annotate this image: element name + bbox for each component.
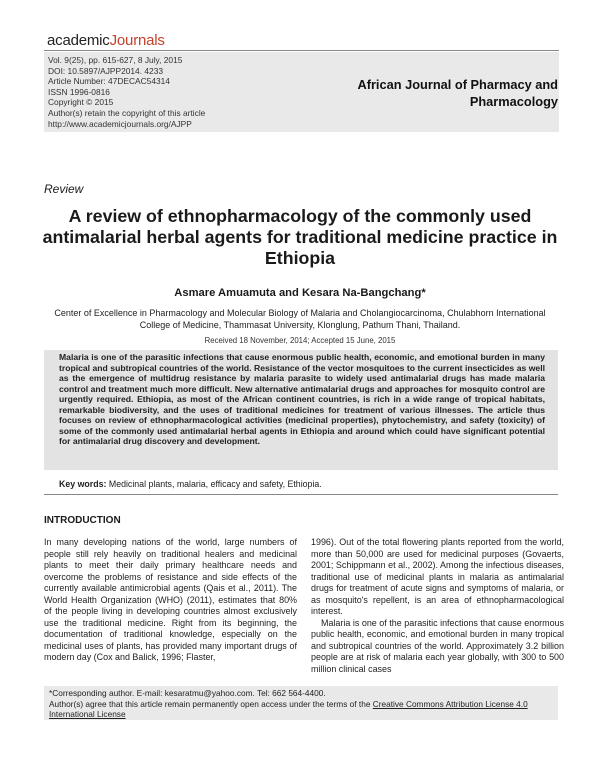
journal-name [330, 76, 558, 110]
license-link[interactable]: Creative Commons Attribution License 4.0 International License [49, 698, 528, 720]
logo-text-academic: academic [47, 32, 110, 49]
journal-name-line2: Pharmacology [469, 94, 558, 109]
intro-paragraph-1-continued: 1996). Out of the total flowering plants reported from the world, more than 50,000 are used for medicinal purposes (Govaerts, 2001; Schippmann et al., 2002). Among the infectious diseases, traditional use of medicinal plants in malaria as antimalarial drugs for treatment of acute signs and symptoms of malaria, or as mosquito's repellent, is an area of ethnopharmacological interest. [311, 537, 564, 616]
intro-paragraph-1: In many developing nations of the world, large numbers of people still rely heavily on traditional healers and medicinal plants to meet their daily primary healthcare needs and overcome the problems of resistance and side effects of the currently available antimicrobial agents (Qais et al., 2011). The World Health Organization (WHO) (2011), estimates that 80% of the people living in developing countries almost exclusively use the traditional medicine. Right from its beginning, the documentation of traditional knowledge, especially on the medicinal uses of plants, has provided many important drugs of modern day (Cox and Balick, 1996; Flaster, [44, 537, 297, 662]
meta-article-number: Article Number: 47DECAC54314 [48, 76, 170, 87]
abstract-text: Malaria is one of the parasitic infections that cause enormous public health, economic, and emotional burden in many tropical and subtropical countries of the world. Resistance of the vector mosquitoes to the current insecticides as well as the emergence of multidrug resistance by malaria parasite to widely used antimalarial drugs has made malaria control and treatment much more difficult. New alternative antimalarial drugs and approaches for mosquito control are urgently required. Ethiopia, as most of the African continent countries, is rich in a wide range of tropical habitats, remarkable biodiversity, and the uses of traditional medicines for treatment of various illnesses. The article thus focuses on review of ethnopharmacological activities (medicinal properties), phytochemistry, and safety (toxicity) of some of the commonly used antimalarial herbal agents in Ethiopia and around which could have significant potential for antimalarial drug discovery and development. [59, 352, 545, 447]
meta-volume: Vol. 9(25), pp. 615-627, 8 July, 2015 [48, 55, 183, 65]
keywords-label: Key words: [59, 479, 107, 489]
logo-text-journals: Journals [109, 32, 165, 49]
journal-name-line1: African Journal of Pharmacy and [357, 77, 558, 92]
body-column-right [311, 537, 564, 675]
meta-doi: DOI: 10.5897/AJPP2014. 4233 [48, 65, 164, 76]
keywords-list: Medicinal plants, malaria, efficacy and safety, Ethiopia. [106, 479, 322, 489]
article-meta-block [48, 55, 205, 129]
meta-issn: ISSN 1996-0816 [48, 86, 110, 97]
meta-author-rights: Author(s) retain the copyright of this article [48, 107, 206, 118]
license-text: Author(s) agree that this article remain permanently open access under the terms of the [49, 698, 373, 709]
article-title: A review of ethnopharmacology of the commonly used antimalarial herbal agents for traditional medicine practice in Ethiopia [42, 206, 558, 268]
keywords-rule [44, 494, 558, 495]
header-rule [44, 50, 559, 51]
article-authors: Asmare Amuamuta and Kesara Na-Bangchang* [174, 287, 426, 299]
journal-publisher-logo [47, 32, 165, 49]
intro-paragraph-2: Malaria is one of the parasitic infections that cause enormous public health, economic, and emotional burden in many tropical and subtropical countries of the world. Approximately 3.2 billion people are at risk of malaria each year globally, with 300 to 500 million clinical cases [311, 617, 564, 674]
footnote [49, 688, 554, 720]
author-affiliation: Center of Excellence in Pharmacology and Molecular Biology of Malaria and Cholangiocarcinoma, Chulabhorn International College of Medicine, Thammasat University, Klonglung, Pathum Thani, Thailand. [54, 308, 546, 330]
body-column-left [44, 537, 297, 664]
article-type-label: Review [44, 182, 84, 196]
meta-journal-url[interactable]: http://www.academicjournals.org/AJPP [48, 118, 192, 129]
corresponding-author-note: *Corresponding author. E-mail: kesaratmu@yahoo.com. Tel: 662 564-4400. [49, 688, 326, 698]
license-note [49, 699, 554, 720]
keywords-line [59, 479, 549, 489]
received-accepted-dates: Received 18 November, 2014; Accepted 15 June, 2015 [204, 336, 396, 345]
meta-copyright: Copyright © 2015 [48, 97, 114, 108]
section-heading-introduction: INTRODUCTION [44, 515, 121, 526]
